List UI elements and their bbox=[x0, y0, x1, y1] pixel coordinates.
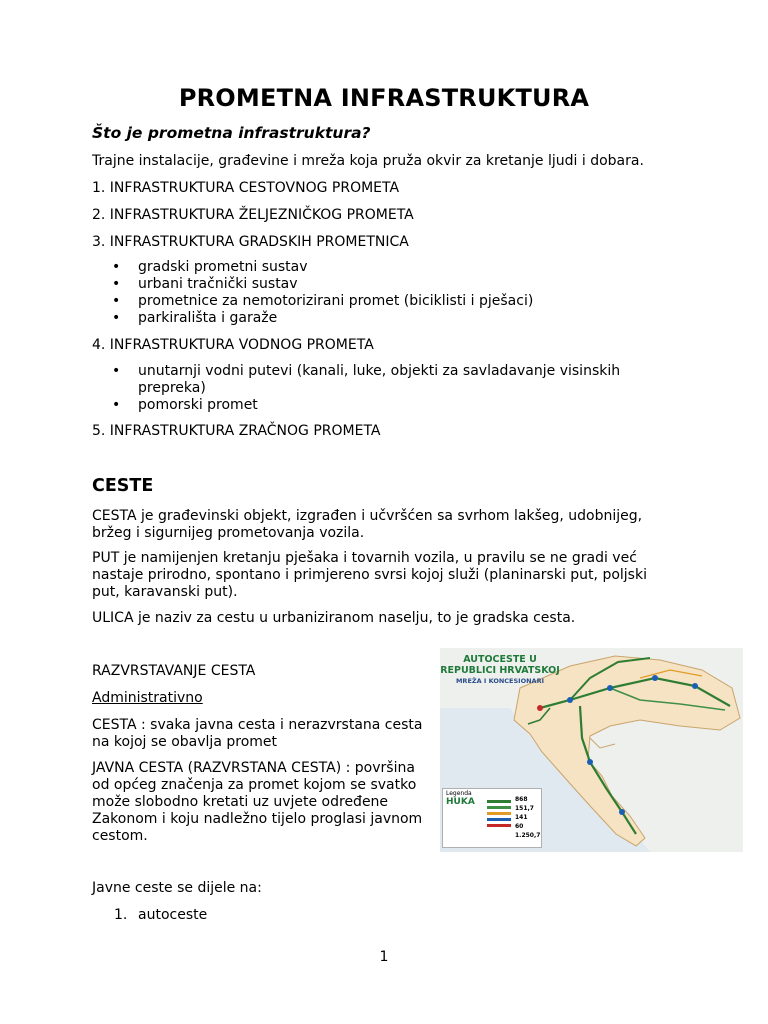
list-item: • urbani tračnički sustav bbox=[92, 276, 652, 293]
map-title-line-1: AUTOCESTE U bbox=[463, 654, 537, 665]
legend-value: 141 bbox=[515, 814, 528, 821]
question-heading: Što je prometna infrastruktura? bbox=[92, 124, 371, 142]
cesta-definition: CESTA je građevinski objekt, izgrađen i učvršćen sa svrhom lakšeg, udobnijeg, bržeg i sigurnijeg prometovanja vozila. bbox=[92, 508, 643, 541]
list-item: • gradski prometni sustav bbox=[92, 259, 652, 276]
infra-item-4: 4. INFRASTRUKTURA VODNOG PROMETA bbox=[92, 337, 374, 353]
infra-item-1: 1. INFRASTRUKTURA CESTOVNOG PROMETA bbox=[92, 180, 400, 196]
legend-value: 1.250,7 bbox=[515, 832, 541, 839]
legend-value: 151,7 bbox=[515, 805, 534, 812]
put-definition: PUT je namijenjen kretanju pješaka i tovarnih vozila, u pravilu se ne gradi već nastaje prirodno, spontano i primjereno svrsi kojoj služi (planinarski put, poljski put, karavanski put). bbox=[92, 550, 647, 600]
cesta-admin-definition: CESTA : svaka javna cesta i nerazvrstana cesta na kojoj se obavlja promet bbox=[92, 717, 423, 750]
list-item-text: autoceste bbox=[138, 907, 208, 923]
javna-cesta-definition: JAVNA CESTA (RAZVRSTANA CESTA) : površina od općeg značenja za promet kojom se svatko može slobodno kretati uz uvjete određene Zakonom i koju nadležno tijelo proglasi javnom cestom. bbox=[92, 760, 423, 844]
map-title-line-2: REPUBLICI HRVATSKOJ bbox=[440, 665, 560, 676]
page-title: PROMETNA INFRASTRUKTURA bbox=[178, 84, 590, 112]
infra-item-2: 2. INFRASTRUKTURA ŽELJEZNIČKOG PROMETA bbox=[92, 207, 414, 223]
water-infra-list bbox=[92, 363, 652, 414]
legend-value: 868 bbox=[515, 796, 528, 803]
list-number: 1. bbox=[114, 907, 128, 923]
page-number: 1 bbox=[379, 949, 389, 965]
administrative-subheading: Administrativno bbox=[92, 690, 203, 706]
definition-text: Trajne instalacije, građevine i mreža koja pruža okvir za kretanje ljudi i dobara. bbox=[92, 153, 644, 169]
motorway-map-image bbox=[440, 648, 743, 852]
map-legend bbox=[442, 788, 542, 848]
list-item: • prometnice za nemotorizirani promet (biciklisti i pješaci) bbox=[92, 293, 652, 310]
infra-item-3: 3. INFRASTRUKTURA GRADSKIH PROMETNICA bbox=[92, 234, 409, 250]
map-subtitle: MREŽA I KONCESIONARI bbox=[455, 677, 545, 685]
ulica-definition: ULICA je naziv za cestu u urbaniziranom naselju, to je gradska cesta. bbox=[92, 610, 576, 626]
list-item: • parkirališta i garaže bbox=[92, 310, 652, 327]
list-item: • pomorski promet bbox=[92, 397, 652, 414]
legend-value: 60 bbox=[515, 823, 524, 830]
legend-label: Legenda bbox=[446, 790, 472, 797]
section-heading-ceste: CESTE bbox=[92, 476, 154, 496]
huka-logo: HUKA bbox=[446, 797, 475, 807]
list-item: • unutarnji vodni putevi (kanali, luke, objekti za savladavanje visinskih prepreka) bbox=[92, 363, 652, 397]
infra-item-5: 5. INFRASTRUKTURA ZRAČNOG PROMETA bbox=[92, 423, 381, 439]
division-intro: Javne ceste se dijele na: bbox=[92, 880, 262, 896]
urban-infra-list bbox=[92, 259, 652, 327]
classification-heading: RAZVRSTAVANJE CESTA bbox=[92, 663, 256, 679]
